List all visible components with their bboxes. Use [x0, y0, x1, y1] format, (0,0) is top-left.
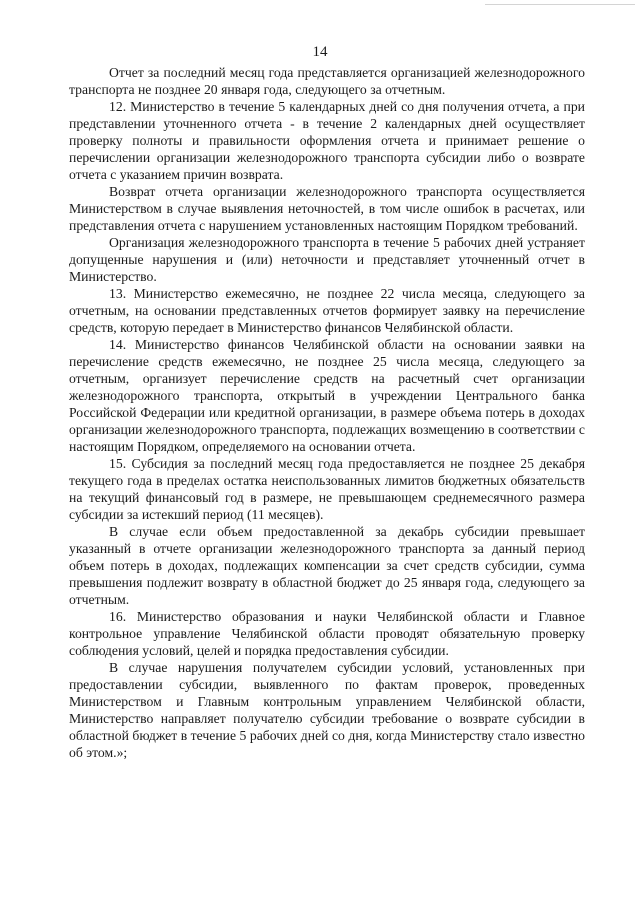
document-body [69, 64, 585, 761]
page-number: 14 [312, 44, 328, 60]
paragraph-report-return: Возврат отчета организации железнодорожного транспорта осуществляется Министерством в случае выявления неточностей, в том числе ошибок в расчетах, или представления отчета с нарушением установленных настоящим Порядком требований. [69, 184, 585, 233]
paragraph-16: 16. Министерство образования и науки Челябинской области и Главное контрольное управление Челябинской области проводят обязательную проверку соблюдения условий, целей и порядка предоставления субсидии. [69, 609, 585, 658]
paragraph-13: 13. Министерство ежемесячно, не позднее 22 числа месяца, следующего за отчетным, на основании представленных отчетов формирует заявку на перечисление средств, которую передает в Министерство финансов Челябинской области. [69, 286, 585, 335]
paragraph-report-deadline: Отчет за последний месяц года представляется организацией железнодорожного транспорта не позднее 20 января года, следующего за отчетным. [69, 65, 585, 97]
paragraph-14: 14. Министерство финансов Челябинской области на основании заявки на перечисление средств ежемесячно, не позднее 25 числа месяца, следующего за отчетным, организует перечисление средств на расчетный счет организации железнодорожного транспорта, открытый в учреждении Центрального банка Российской Федерации или кредитной организации, в размере объема потерь в доходах организации железнодорожного транспорта, подлежащих возмещению в соответствии с настоящим Порядком, определяемого на основании отчета. [69, 337, 585, 454]
paragraph-corrections: Организация железнодорожного транспорта в течение 5 рабочих дней устраняет допущенные нарушения и (или) неточности и представляет уточненный отчет в Министерство. [69, 235, 585, 284]
paragraph-12: 12. Министерство в течение 5 календарных дней со дня получения отчета, а при представлении уточненного отчета - в течение 2 календарных дней осуществляет проверку полноты и правильности оформления отчета и принимает решение о перечислении организации железнодорожного транспорта субсидии либо о возврате отчета с указанием причин возврата. [69, 99, 585, 182]
paragraph-15: 15. Субсидия за последний месяц года предоставляется не позднее 25 декабря текущего года в пределах остатка неиспользованных лимитов бюджетных обязательств на текущий финансовый год в размере, не превышающем среднемесячного размера субсидии за истекший период (11 месяцев). [69, 456, 585, 522]
scan-edge-line [485, 4, 635, 5]
paragraph-december-excess: В случае если объем предоставленной за декабрь субсидии превышает указанный в отчете организации железнодорожного транспорта за данный период объем потерь в доходах, подлежащих компенсации за счет средств субсидии, сумма превышения подлежит возврату в областной бюджет до 25 января года, следующего за отчетным. [69, 524, 585, 607]
paragraph-violation-refund: В случае нарушения получателем субсидии условий, установленных при предоставлении субсидии, выявленного по фактам проверок, проведенных Министерством и Главным контрольным управлением Челябинской области, Министерство направляет получателю субсидии требование о возврате субсидии в областной бюджет в течение 5 рабочих дней со дня, когда Министерству стало известно об этом.»; [69, 660, 585, 760]
